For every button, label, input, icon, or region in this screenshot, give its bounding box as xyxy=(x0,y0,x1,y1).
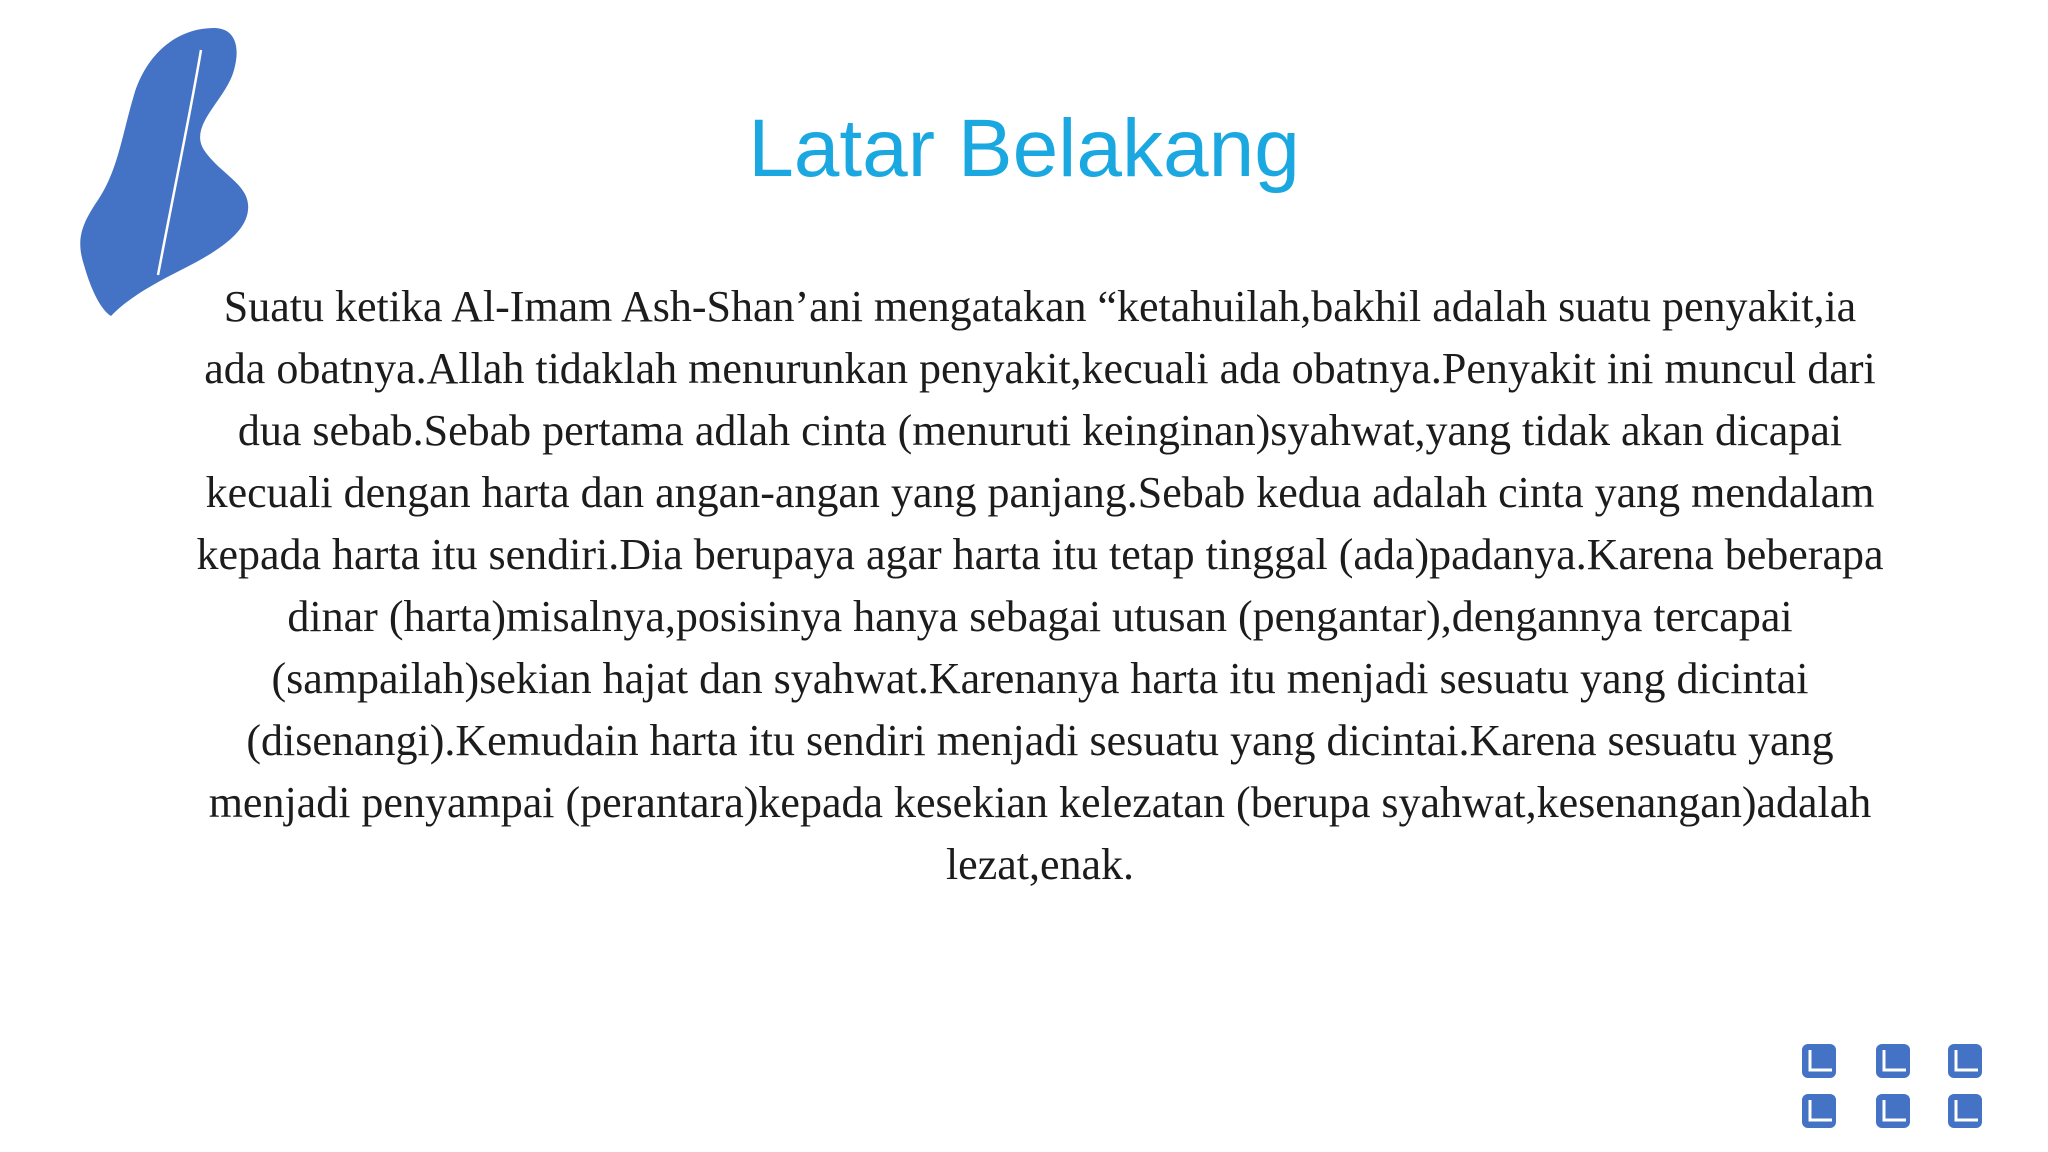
body-paragraph: Suatu ketika Al-Imam Ash-Shan’ani mengatakan “ketahuilah,bakhil adalah suatu penyakit,ia ada obatnya.Allah tidaklah menurunkan penyakit,kecuali ada obatnya.Penyakit ini muncul dari dua sebab.Sebab pertama adlah cinta (menuruti keinginan)syahwat,yang tidak akan dicapai kecuali dengan harta dan angan-angan yang panjang.Sebab kedua adalah cinta yang mendalam kepada harta itu sendiri.Dia berupaya agar harta itu tetap tinggal (ada)padanya.Karena beberapa dinar (harta)misalnya,posisinya hanya sebagai utusan (pengantar),dengannya tercapai (sampailah)sekian hajat dan syahwat.Karenanya harta itu menjadi sesuatu yang dicintai (disenangi).Kemudain harta itu sendiri menjadi sesuatu yang dicintai.Karena sesuatu yang menjadi penyampai (perantara)kepada kesekian kelezatan (berupa syahwat,kesenangan)adalah lezat,enak. xyxy=(196,282,1884,889)
square-grid-icon xyxy=(1800,1042,1988,1132)
slide-title: Latar Belakang xyxy=(748,103,1300,194)
